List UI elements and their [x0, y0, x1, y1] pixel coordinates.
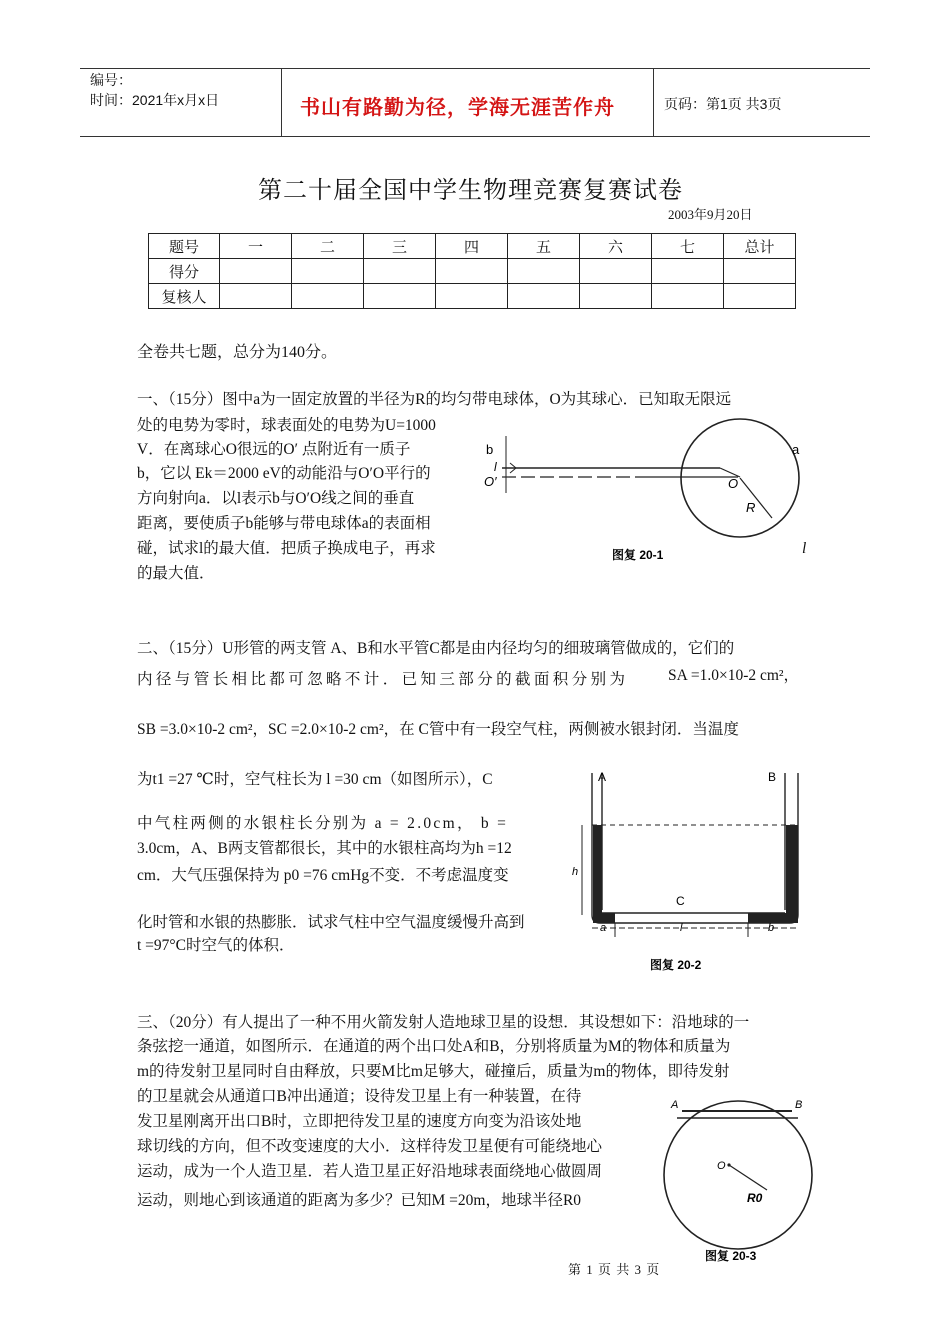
- time-label: 时间：2021年x月x日: [90, 92, 220, 108]
- reviewer-cell[interactable]: [508, 284, 580, 309]
- header-top-rule: [80, 68, 870, 69]
- header-divider-right: [653, 68, 654, 136]
- q2-line9: t =97°C时空气的体积．: [137, 937, 295, 954]
- mercury-A: [593, 825, 602, 917]
- q1-line4: b，它以 Ek＝2000 eV的动能沿与O′O平行的: [137, 465, 431, 482]
- score-cell[interactable]: [436, 259, 508, 284]
- fig2-label-b: b: [768, 922, 775, 934]
- fig1-label-O1: O′: [484, 474, 497, 489]
- row-label-reviewer: 复核人: [149, 284, 220, 309]
- reviewer-cell[interactable]: [724, 284, 796, 309]
- row-label-score: 得分: [149, 259, 220, 284]
- score-cell[interactable]: [508, 259, 580, 284]
- table-header-cell: 题号: [149, 234, 220, 259]
- table-header-cell: 五: [508, 234, 580, 259]
- reviewer-cell[interactable]: [220, 284, 292, 309]
- serial-label: 编号：: [90, 72, 132, 88]
- table-header-cell: 四: [436, 234, 508, 259]
- table-header-cell: 一: [220, 234, 292, 259]
- q3-line7: 运动，成为一个人造卫星．若人造卫星正好沿地球表面绕地心做圆周: [137, 1163, 603, 1180]
- q1-line7: 碰，试求l的最大值．把质子换成电子，再求: [137, 540, 436, 557]
- fig1-label-a: a: [792, 442, 800, 457]
- table-header-cell: 七: [652, 234, 724, 259]
- exam-title: 第二十届全国中学生物理竞赛复赛试卷: [258, 178, 683, 204]
- intro-text: 全卷共七题，总分为140分。: [137, 344, 338, 361]
- q1-line6: 距离，要使质子b能够与带电球体a的表面相: [137, 515, 431, 532]
- q3-line8: 运动，则地心到该通道的距离为多少？已知M =20m，地球半径R0: [137, 1192, 582, 1209]
- q2-line2: 内径与管长相比都可忽略不计．已知三部分的截面积分别为: [137, 671, 629, 688]
- header-divider-left: [281, 68, 282, 136]
- q2-SA: SA =1.0×10-2 cm²，: [668, 667, 800, 684]
- fig2-label-l: l: [680, 922, 683, 934]
- table-row: [149, 234, 796, 259]
- fig3-label-O: O: [717, 1160, 726, 1172]
- fig2-label-C: C: [676, 894, 685, 908]
- q1-stray-l: l: [802, 540, 807, 557]
- fig1-label-O: O: [728, 476, 739, 491]
- q3-line1: 三、（20分）有人提出了一种不用火箭发射人造地球卫星的设想．其设想如下：沿地球的一: [137, 1014, 750, 1031]
- q3-line4: 的卫星就会从通道口B冲出通道；设待发卫星上有一种装置，在待: [137, 1088, 582, 1105]
- q2-line6: 3.0cm，A、B两支管都很长，其中的水银柱高均为h =12: [137, 840, 512, 857]
- fig1-label-R: R: [746, 500, 756, 515]
- radius-R: [740, 478, 772, 518]
- figure-20-3: [655, 1090, 825, 1270]
- page-code: 页码：第1页 共3页: [664, 96, 782, 112]
- table-header-cell: 三: [364, 234, 436, 259]
- figure-20-2: [570, 765, 830, 975]
- q3-line6: 球切线的方向，但不改变速度的大小．这样待发卫星便有可能绕地心: [137, 1138, 603, 1155]
- fig1-label-l: l: [494, 460, 497, 474]
- fig3-label-R0: R0: [747, 1191, 763, 1205]
- earth-center: [727, 1163, 730, 1166]
- q2-line5: 中气柱两侧的水银柱长分别为 a = 2.0cm， b =: [137, 815, 509, 832]
- q1-line1: 一、（15分）图中a为一固定放置的半径为R的均匀带电球体，O为其球心．已知取无限远: [137, 391, 732, 408]
- earth-circle: [664, 1101, 812, 1249]
- table-row: [149, 259, 796, 284]
- page-footer: 第 1 页 共 3 页: [568, 1262, 661, 1277]
- score-cell[interactable]: [292, 259, 364, 284]
- figure-20-1: [480, 418, 810, 568]
- fig3-caption: 图复 20-3: [705, 1249, 757, 1263]
- score-table: [148, 233, 796, 309]
- fig2-label-A: A: [598, 770, 607, 784]
- reviewer-cell[interactable]: [580, 284, 652, 309]
- q2-line8: 化时管和水银的热膨胀．试求气柱中空气温度缓慢升高到: [137, 914, 525, 931]
- fig1-label-b: b: [486, 442, 494, 457]
- q1-line8: 的最大值．: [137, 565, 215, 582]
- q2-line1: 二、（15分）U形管的两支管 A、B和水平管C都是由内径均匀的细玻璃管做成的，它们的: [137, 640, 735, 657]
- fig2-label-a: a: [600, 922, 607, 934]
- fig3-label-A: A: [671, 1099, 679, 1111]
- score-cell[interactable]: [652, 259, 724, 284]
- table-header-cell: 六: [580, 234, 652, 259]
- exam-date: 2003年9月20日: [668, 207, 753, 222]
- reviewer-cell[interactable]: [364, 284, 436, 309]
- score-cell[interactable]: [724, 259, 796, 284]
- fig3-label-B: B: [795, 1099, 803, 1111]
- reviewer-cell[interactable]: [292, 284, 364, 309]
- mercury-B: [786, 825, 798, 917]
- score-cell[interactable]: [364, 259, 436, 284]
- earth-radius: [729, 1165, 767, 1190]
- q2-line4: 为t1 =27 ℃时，空气柱长为 l =30 cm（如图所示），C: [137, 771, 493, 788]
- fig2-label-h: h: [572, 866, 579, 878]
- score-cell[interactable]: [580, 259, 652, 284]
- q3-line5: 发卫星刚离开出口B时，立即把待发卫星的速度方向变为沿该处地: [137, 1113, 582, 1130]
- header-bottom-rule: [80, 136, 870, 137]
- fig2-caption: 图复 20-2: [650, 958, 702, 972]
- score-cell[interactable]: [220, 259, 292, 284]
- table-row: [149, 284, 796, 309]
- fig2-label-B: B: [768, 770, 777, 784]
- motto: 书山有路勤为径，学海无涯苦作舟: [300, 97, 615, 119]
- q2-line7: cm．大气压强保持为 p0 =76 cmHg不变．不考虑温度变: [137, 867, 509, 884]
- q3-line2: 条弦挖一通道，如图所示．在通道的两个出口处A和B，分别将质量为M的物体和质量为: [137, 1038, 731, 1055]
- table-header-cell: 二: [292, 234, 364, 259]
- fig1-caption: 图复 20-1: [612, 548, 664, 562]
- reviewer-cell[interactable]: [436, 284, 508, 309]
- q1-line5: 方向射向a．以l表示b与O′O线之间的垂直: [137, 490, 415, 507]
- table-header-cell: 总计: [724, 234, 796, 259]
- q1-line3: V．在离球心O很远的O′ 点附近有一质子: [137, 441, 411, 458]
- reviewer-cell[interactable]: [652, 284, 724, 309]
- q1-line2: 处的电势为零时，球表面处的电势为U=1000: [137, 417, 436, 434]
- q2-line3: SB =3.0×10-2 cm²，SC =2.0×10-2 cm²，在 C管中有一段空气柱，两侧被水银封闭．当温度: [137, 721, 739, 738]
- q3-line3: m的待发射卫星同时自由释放，只要M比m足够大，碰撞后，质量为m的物体，即待发射: [137, 1063, 730, 1080]
